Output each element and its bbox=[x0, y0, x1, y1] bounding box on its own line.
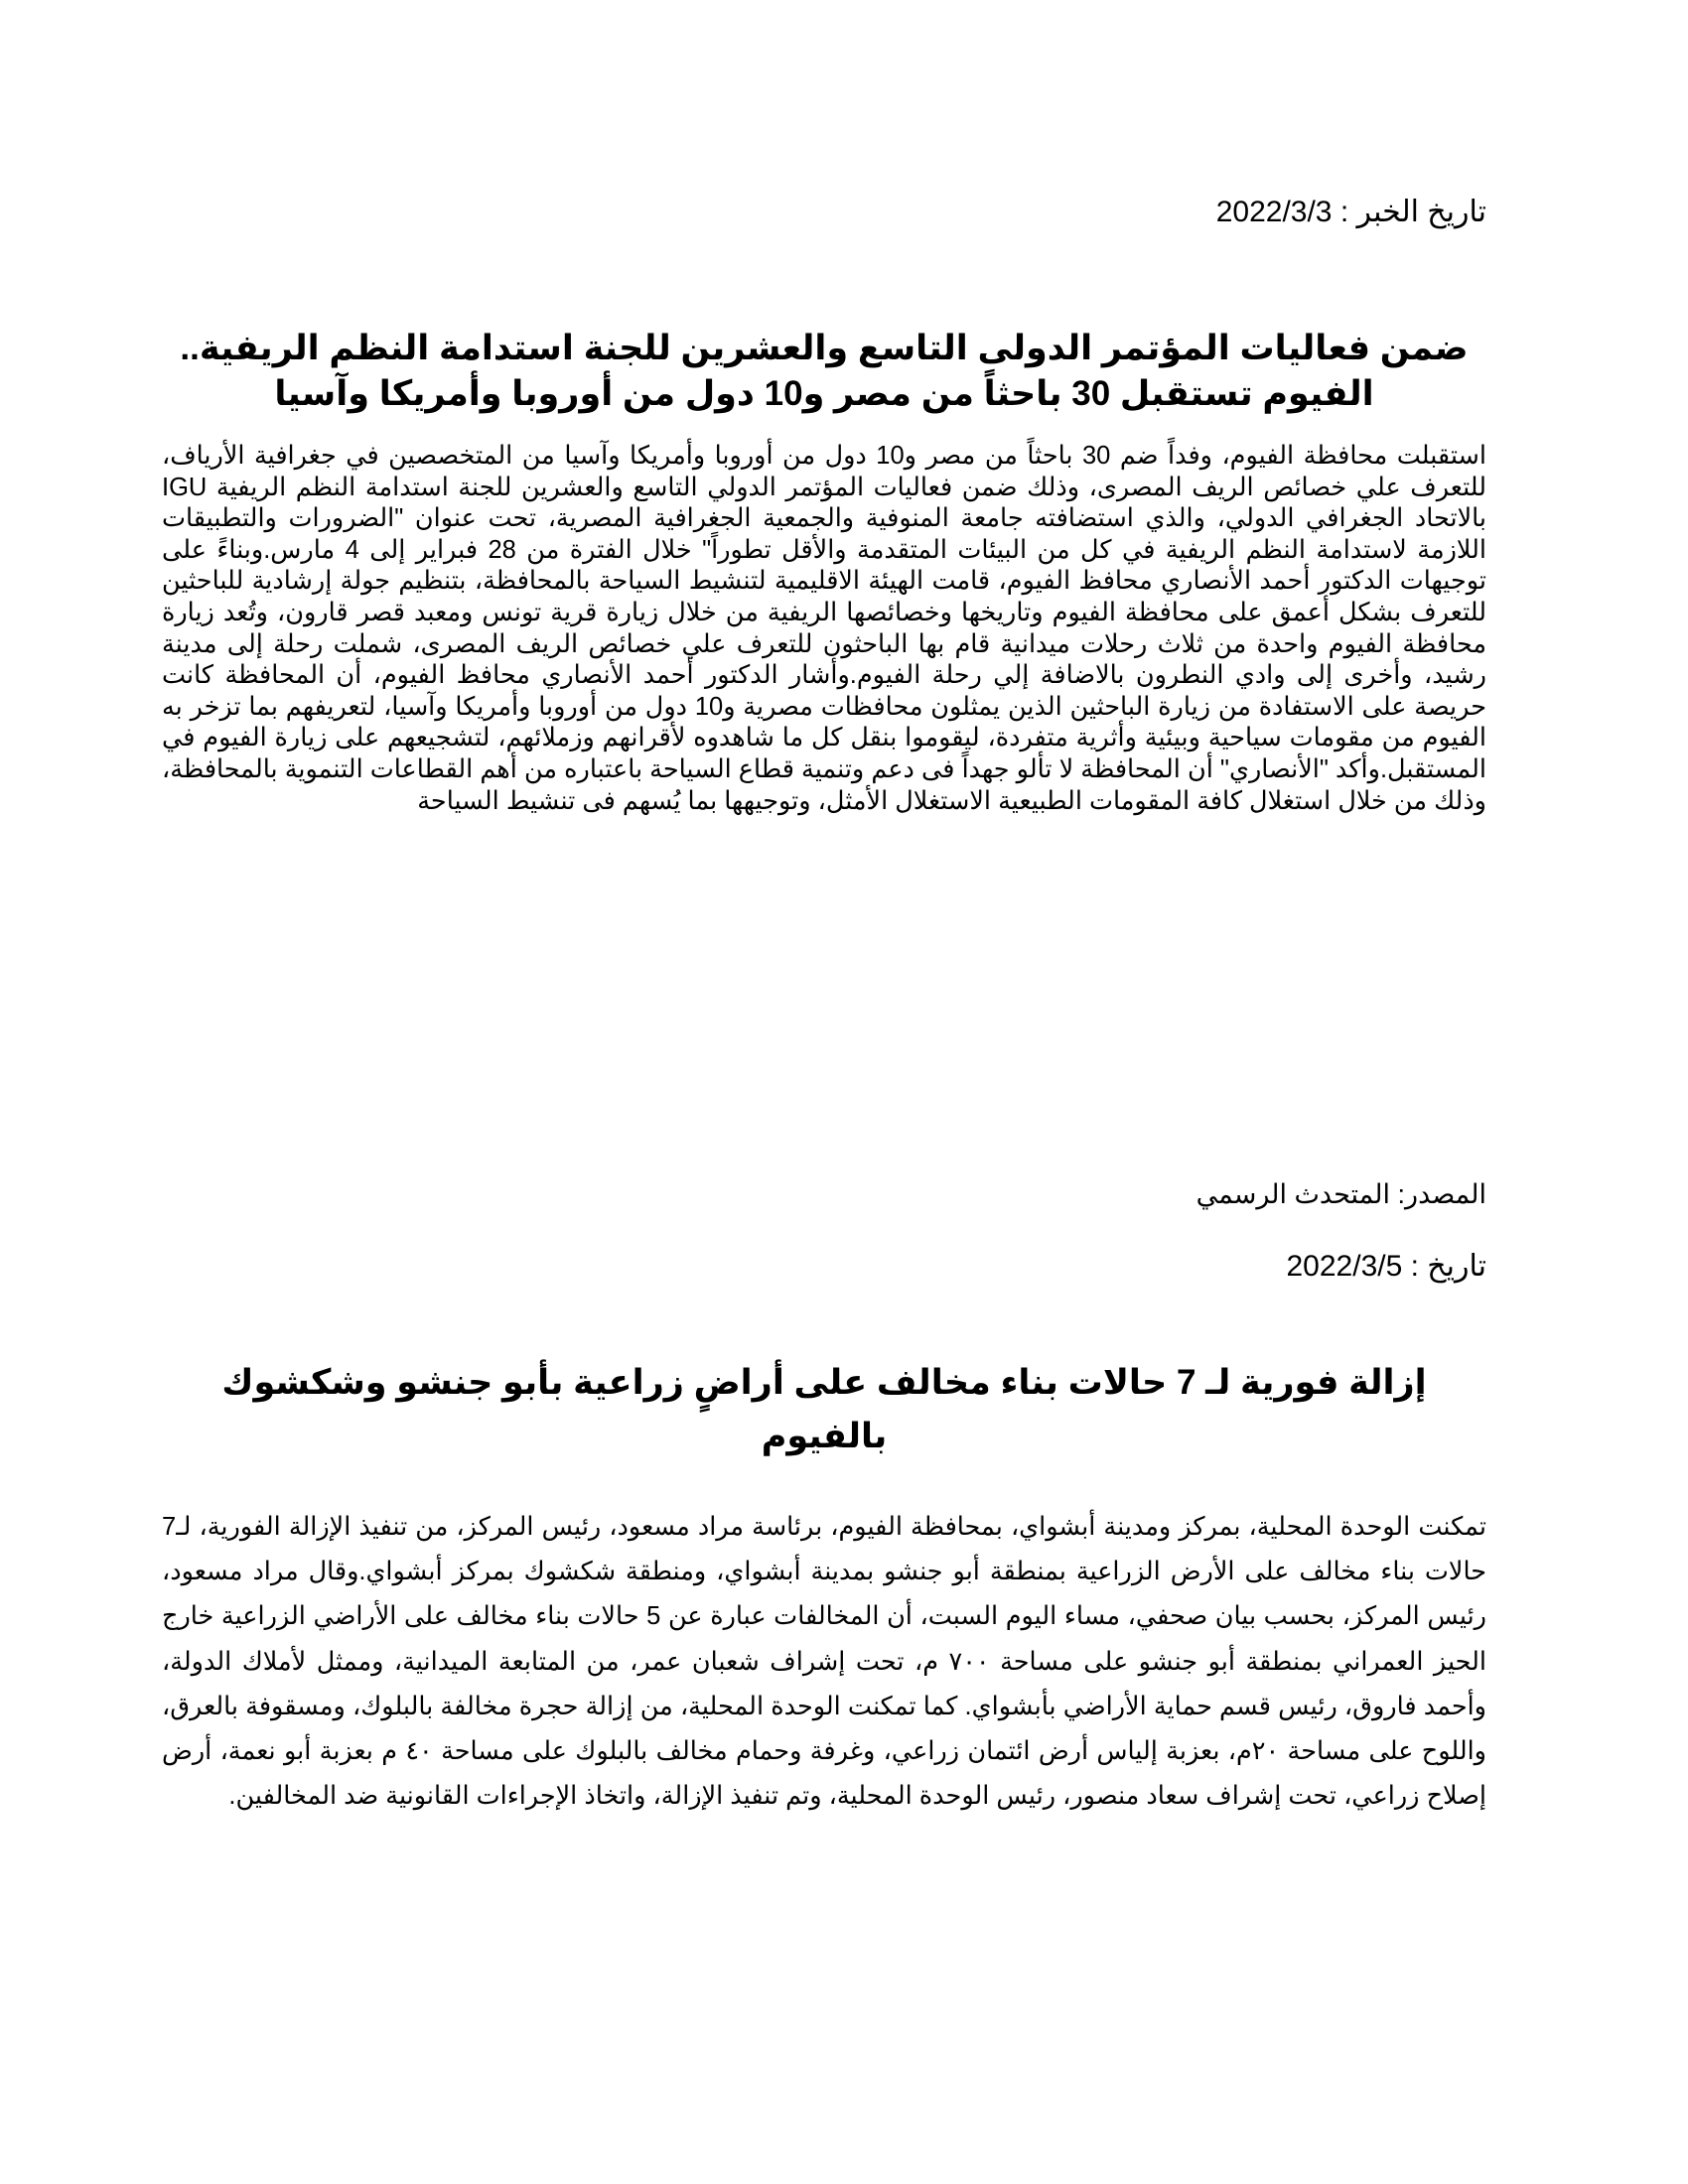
article1-source bbox=[1196, 1179, 1486, 1210]
date-value: 2022/3/3 bbox=[1215, 196, 1333, 228]
title-line: الفيوم تستقبل 30 باحثاً من مصر و10 دول من أوروبا وأمريكا وآسيا bbox=[274, 374, 1374, 413]
article2-date bbox=[1287, 1249, 1487, 1284]
title-line: بالفيوم bbox=[761, 1417, 888, 1455]
article1-title bbox=[159, 326, 1489, 417]
title-line: ضمن فعاليات المؤتمر الدولى التاسع والعشرين للجنة استدامة النظم الريفية.. bbox=[180, 329, 1469, 367]
body-paragraph: تمكنت الوحدة المحلية، بمركز ومدينة أبشواي، بمحافظة الفيوم، برئاسة مراد مسعود، رئيس المركز، من تنفيذ الإزالة الفورية، لـ7 حالات بناء مخالف على الأرض الزراعية بمنطقة أبو جنشو بمدينة أبشواي، ومنطقة شكشوك بمركز أبشواي.وقال مراد مسعود، رئيس المركز، بحسب بيان صحفي، مساء اليوم السبت، أن المخالفات عبارة عن 5 حالات بناء مخالف على الأراضي الزراعية خارج الحيز العمراني بمنطقة أبو جنشو على مساحة ٧٠٠ م، تحت إشراف شعبان عمر، من المتابعة الميدانية، وممثل لأملاك الدولة، وأحمد فاروق، رئيس قسم حماية الأراضي بأبشواي. كما تمكنت الوحدة المحلية، من إزالة حجرة مخالفة بالبلوك، ومسقوفة بالعرق، واللوح على مساحة ٢٠م، بعزبة إلياس أرض ائتمان زراعي، وغرفة وحمام مخالف بالبلوك على مساحة ٤٠ م بعزبة أبو نعمة، أرض إصلاح زراعي، تحت إشراف سعاد منصور، رئيس الوحدة المحلية، وتم تنفيذ الإزالة، واتخاذ الإجراءات القانونية ضد المخالفين. bbox=[162, 1513, 1486, 1811]
date-label: تاريخ الخبر : bbox=[1339, 196, 1486, 228]
source-value: المتحدث الرسمي bbox=[1196, 1179, 1391, 1209]
body-paragraph: استقبلت محافظة الفيوم، وفداً ضم 30 باحثاً من مصر و10 دول من أوروبا وأمريكا وآسيا من المتخصصين في جغرافية الأرياف، للتعرف علي خصائص الريف المصرى، وذلك ضمن فعاليات المؤتمر الدولي التاسع والعشرين للجنة استدامة النظم الريفية IGU بالاتحاد الجغرافي الدولي، والذي استضافته جامعة المنوفية والجمعية الجغرافية المصرية، تحت عنوان "الضرورات والتطبيقات اللازمة لاستدامة النظم الريفية في كل من البيئات المتقدمة والأقل تطوراً" خلال الفترة من 28 فبراير إلى 4 مارس.وبناءً على توجيهات الدكتور أحمد الأنصاري محافظ الفيوم، قامت الهيئة الاقليمية لتنشيط السياحة بالمحافظة، بتنظيم جولة إرشادية للباحثين للتعرف بشكل أعمق على محافظة الفيوم وتاريخها وخصائصها الريفية من خلال زيارة قرية تونس ومعبد قصر قارون، وتُعد زيارة محافظة الفيوم واحدة من ثلاث رحلات ميدانية قام بها الباحثون للتعرف علي خصائص الريف المصرى، شملت رحلة إلى مدينة رشيد، وأخرى إلى وادي النطرون بالاضافة إلي رحلة الفيوم.وأشار الدكتور أحمد الأنصاري محافظ الفيوم، أن المحافظة كانت حريصة على الاستفادة من زيارة الباحثين الذين يمثلون محافظات مصرية و10 دول من أوروبا وأمريكا وآسيا، لتعريفهم بما تزخر به الفيوم من مقومات سياحية وبيئية وأثرية متفردة، ليقوموا بنقل كل ما شاهدوه لأقرانهم وزملائهم، لتشجيعهم على زيارة الفيوم في المستقبل.وأكد "الأنصاري" أن المحافظة لا تألو جهداً فى دعم وتنمية قطاع السياحة باعتباره من أهم القطاعات التنموية بالمحافظة، وذلك من خلال استغلال كافة المقومات الطبيعية الاستغلال الأمثل، وتوجيهها بما يُسهم فى تنشيط السياحة bbox=[162, 442, 1487, 815]
source-label: المصدر: bbox=[1397, 1179, 1486, 1209]
article1-date bbox=[1216, 195, 1486, 229]
date-value: 2022/3/5 bbox=[1286, 1250, 1403, 1283]
article2-body bbox=[162, 1505, 1486, 1819]
article2-title bbox=[159, 1356, 1489, 1463]
article1-body bbox=[162, 441, 1486, 817]
date-label: تاريخ : bbox=[1410, 1250, 1486, 1283]
title-line: إزالة فورية لـ 7 حالات بناء مخالف على أراضٍ زراعية بأبو جنشو وشكشوك bbox=[221, 1363, 1427, 1402]
